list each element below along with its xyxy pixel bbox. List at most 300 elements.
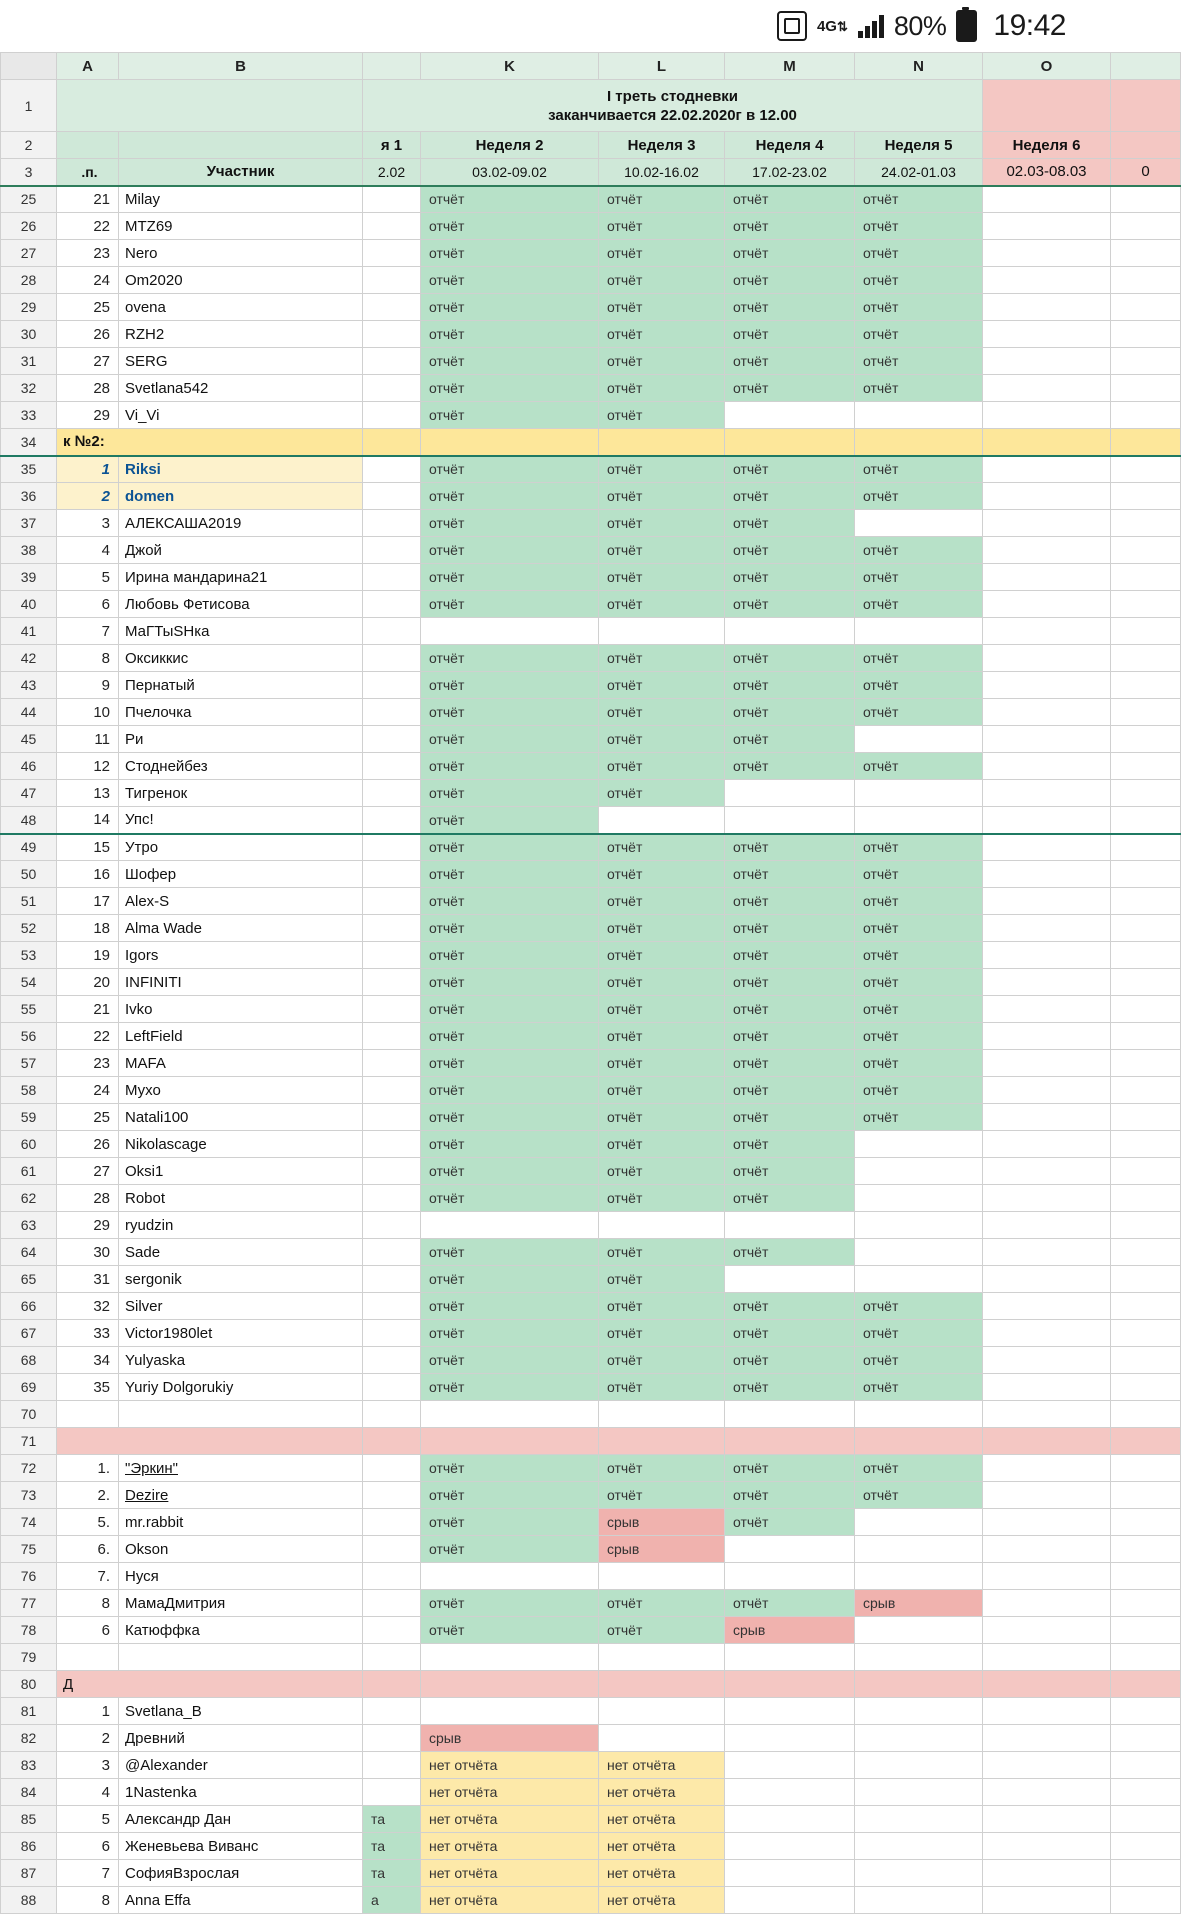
cell-b2[interactable] [119,132,363,159]
table-row[interactable] [1,321,1181,348]
cell-week-6[interactable] [983,861,1111,888]
cell-week-3[interactable]: отчёт [599,969,725,996]
cell-index[interactable]: 26 [57,321,119,348]
cell-week-5[interactable] [855,510,983,537]
cell-week-4[interactable]: отчёт [725,915,855,942]
cell-index[interactable]: 9 [57,672,119,699]
cell-week-5[interactable]: отчёт [855,564,983,591]
row-header[interactable]: 54 [1,969,57,996]
cell-participant-name[interactable]: ryudzin [119,1212,363,1239]
row-header[interactable]: 59 [1,1104,57,1131]
cell-a2[interactable] [57,132,119,159]
cell-week-1[interactable] [363,1725,421,1752]
cell-week-1[interactable] [363,240,421,267]
cell-week-6[interactable] [983,240,1111,267]
cell-week-5[interactable] [855,1239,983,1266]
cell-participant-name[interactable]: MTZ69 [119,213,363,240]
table-row[interactable] [1,645,1181,672]
table-row[interactable] [1,591,1181,618]
row-header[interactable]: 32 [1,375,57,402]
cell-week-5[interactable]: отчёт [855,699,983,726]
cell-week-6[interactable] [983,753,1111,780]
cell-index[interactable]: 6 [57,1617,119,1644]
cell-week-2[interactable]: отчёт [421,402,599,429]
group-cell[interactable] [421,429,599,456]
cell-week-6[interactable] [983,780,1111,807]
cell-week-4[interactable] [725,1212,855,1239]
group-cell[interactable] [983,429,1111,456]
cell-week-4[interactable]: отчёт [725,861,855,888]
cell-week-5[interactable]: отчёт [855,888,983,915]
cell-week-1[interactable] [363,1644,421,1671]
cell-week-7[interactable] [1111,537,1181,564]
cell-week-6[interactable] [983,1401,1111,1428]
cell-week-5[interactable] [855,1752,983,1779]
cell-week-3[interactable]: отчёт [599,753,725,780]
cell-participant-name[interactable]: Nero [119,240,363,267]
cell-week-1[interactable] [363,1023,421,1050]
cell-participant-name[interactable]: 1Nastenka [119,1779,363,1806]
cell-week-6[interactable] [983,213,1111,240]
cell-week-5[interactable]: отчёт [855,348,983,375]
cell-week-1[interactable] [363,564,421,591]
cell-week-1[interactable] [363,1698,421,1725]
cell-week-2[interactable] [421,1644,599,1671]
cell-index[interactable]: 1. [57,1455,119,1482]
cell-index[interactable]: 23 [57,1050,119,1077]
cell-week-7[interactable] [1111,1347,1181,1374]
cell-participant-name[interactable]: Ри [119,726,363,753]
cell-week-3[interactable]: отчёт [599,591,725,618]
cell-index[interactable]: 14 [57,807,119,834]
cell-participant-name[interactable]: @Alexander [119,1752,363,1779]
cell-week-7[interactable] [1111,1374,1181,1401]
group-label[interactable]: Д [57,1671,363,1698]
cell-week-2[interactable]: отчёт [421,1266,599,1293]
cell-week-6[interactable] [983,1860,1111,1887]
week-1-dates[interactable]: 2.02 [363,159,421,186]
cell-participant-name[interactable]: Om2020 [119,267,363,294]
cell-index[interactable]: 8 [57,645,119,672]
cell-index[interactable]: 33 [57,1320,119,1347]
cell-week-4[interactable]: отчёт [725,888,855,915]
cell-index[interactable]: 20 [57,969,119,996]
cell-participant-name[interactable] [119,1401,363,1428]
table-row[interactable] [1,888,1181,915]
cell-p2[interactable] [1111,132,1181,159]
cell-week-5[interactable] [855,1509,983,1536]
cell-participant-name[interactable]: Milay [119,186,363,213]
group-cell[interactable] [1111,1428,1181,1455]
cell-week-1[interactable] [363,834,421,861]
cell-week-7[interactable] [1111,402,1181,429]
sheet-table[interactable] [0,52,1181,1914]
cell-week-6[interactable] [983,1644,1111,1671]
row-header[interactable]: 67 [1,1320,57,1347]
cell-week-5[interactable] [855,1644,983,1671]
row-header[interactable]: 36 [1,483,57,510]
cell-week-1[interactable] [363,861,421,888]
table-row[interactable] [1,186,1181,213]
cell-week-3[interactable]: отчёт [599,1077,725,1104]
cell-week-5[interactable]: отчёт [855,1023,983,1050]
cell-index[interactable]: 29 [57,402,119,429]
cell-week-5[interactable]: отчёт [855,915,983,942]
cell-participant-name[interactable]: Александр Дан [119,1806,363,1833]
row-header[interactable]: 30 [1,321,57,348]
table-row[interactable] [1,1131,1181,1158]
cell-week-5[interactable] [855,1860,983,1887]
cell-week-6[interactable] [983,1806,1111,1833]
cell-week-2[interactable]: отчёт [421,1293,599,1320]
cell-week-4[interactable] [725,1806,855,1833]
cell-p1[interactable] [1111,80,1181,132]
row-header[interactable]: 53 [1,942,57,969]
cell-week-5[interactable]: отчёт [855,375,983,402]
cell-week-6[interactable] [983,1212,1111,1239]
cell-week-6[interactable] [983,483,1111,510]
row-header[interactable]: 87 [1,1860,57,1887]
cell-participant-name[interactable]: domen [119,483,363,510]
table-row[interactable] [1,1023,1181,1050]
cell-week-7[interactable] [1111,888,1181,915]
cell-week-3[interactable]: нет отчёта [599,1860,725,1887]
cell-week-1[interactable]: та [363,1860,421,1887]
cell-week-1[interactable] [363,1131,421,1158]
cell-week-7[interactable] [1111,213,1181,240]
cell-week-5[interactable]: отчёт [855,1050,983,1077]
cell-week-2[interactable]: отчёт [421,753,599,780]
cell-week-3[interactable]: отчёт [599,456,725,483]
cell-index[interactable]: 26 [57,1131,119,1158]
cell-week-7[interactable] [1111,1077,1181,1104]
cell-week-1[interactable] [363,753,421,780]
table-row[interactable] [1,1077,1181,1104]
cell-index[interactable]: 28 [57,1185,119,1212]
cell-week-3[interactable]: отчёт [599,1050,725,1077]
row-header[interactable]: 35 [1,456,57,483]
cell-week-6[interactable] [983,537,1111,564]
cell-week-3[interactable]: отчёт [599,213,725,240]
row-header[interactable]: 56 [1,1023,57,1050]
table-row[interactable] [1,1536,1181,1563]
cell-week-3[interactable] [599,1212,725,1239]
cell-week-1[interactable] [363,267,421,294]
cell-week-7[interactable] [1111,1833,1181,1860]
cell-week-3[interactable]: отчёт [599,1320,725,1347]
cell-week-3[interactable]: отчёт [599,1455,725,1482]
cell-week-4[interactable]: отчёт [725,969,855,996]
row-header[interactable]: 79 [1,1644,57,1671]
cell-week-2[interactable]: отчёт [421,456,599,483]
title-left-block[interactable] [57,80,363,132]
row-header[interactable]: 64 [1,1239,57,1266]
cell-participant-name[interactable]: Yulyaska [119,1347,363,1374]
cell-week-3[interactable]: отчёт [599,1158,725,1185]
cell-week-7[interactable] [1111,1455,1181,1482]
table-row[interactable] [1,294,1181,321]
cell-week-4[interactable]: отчёт [725,1347,855,1374]
cell-week-4[interactable] [725,1887,855,1914]
cell-index[interactable]: 35 [57,1374,119,1401]
table-row[interactable] [1,996,1181,1023]
column-a-label[interactable]: .п. [57,159,119,186]
spreadsheet-grid[interactable] [0,52,1150,1914]
cell-week-5[interactable] [855,1212,983,1239]
cell-week-3[interactable]: отчёт [599,915,725,942]
table-row[interactable] [1,834,1181,861]
row-header[interactable]: 44 [1,699,57,726]
cell-week-7[interactable] [1111,1239,1181,1266]
cell-participant-name[interactable]: Sade [119,1239,363,1266]
row-header[interactable]: 42 [1,645,57,672]
row-header[interactable]: 81 [1,1698,57,1725]
column-header-x[interactable] [1111,53,1181,80]
cell-week-1[interactable] [363,1563,421,1590]
row-header[interactable]: 28 [1,267,57,294]
cell-participant-name[interactable]: МаГТыSHка [119,618,363,645]
cell-participant-name[interactable]: sergonik [119,1266,363,1293]
cell-week-7[interactable] [1111,1779,1181,1806]
row-header[interactable]: 47 [1,780,57,807]
cell-week-2[interactable]: отчёт [421,942,599,969]
cell-week-1[interactable] [363,1266,421,1293]
cell-week-6[interactable] [983,1887,1111,1914]
cell-week-4[interactable] [725,1644,855,1671]
cell-week-5[interactable]: отчёт [855,969,983,996]
cell-week-2[interactable]: отчёт [421,1482,599,1509]
cell-week-7[interactable] [1111,996,1181,1023]
cell-index[interactable]: 21 [57,186,119,213]
cell-week-3[interactable]: отчёт [599,375,725,402]
week-3-dates[interactable]: 10.02-16.02 [599,159,725,186]
table-row[interactable] [1,1455,1181,1482]
cell-participant-name[interactable]: Шофер [119,861,363,888]
cell-week-6[interactable] [983,186,1111,213]
cell-index[interactable]: 13 [57,780,119,807]
week-2-header[interactable]: Неделя 2 [421,132,599,159]
cell-week-2[interactable]: отчёт [421,861,599,888]
cell-week-5[interactable]: отчёт [855,834,983,861]
cell-week-6[interactable] [983,591,1111,618]
cell-week-4[interactable] [725,618,855,645]
cell-week-5[interactable]: отчёт [855,672,983,699]
cell-index[interactable]: 18 [57,915,119,942]
table-row[interactable] [1,1725,1181,1752]
cell-week-3[interactable]: срыв [599,1536,725,1563]
cell-index[interactable]: 28 [57,375,119,402]
column-header-N[interactable]: N [855,53,983,80]
cell-week-4[interactable]: отчёт [725,267,855,294]
cell-week-6[interactable] [983,1779,1111,1806]
cell-week-4[interactable]: срыв [725,1617,855,1644]
cell-participant-name[interactable]: СофияВзрослая [119,1860,363,1887]
cell-week-3[interactable]: отчёт [599,699,725,726]
row-header[interactable]: 52 [1,915,57,942]
group-cell[interactable] [983,1671,1111,1698]
cell-week-2[interactable]: отчёт [421,483,599,510]
cell-week-3[interactable]: отчёт [599,834,725,861]
row-header[interactable]: 80 [1,1671,57,1698]
cell-index[interactable]: 6 [57,591,119,618]
cell-participant-name[interactable]: Утро [119,834,363,861]
cell-week-2[interactable]: нет отчёта [421,1860,599,1887]
table-row[interactable] [1,1239,1181,1266]
cell-week-7[interactable] [1111,186,1181,213]
group-cell[interactable] [363,1428,421,1455]
cell-index[interactable]: 21 [57,996,119,1023]
cell-week-4[interactable]: отчёт [725,348,855,375]
group-cell[interactable] [855,429,983,456]
cell-week-2[interactable]: отчёт [421,321,599,348]
column-header-row[interactable] [1,53,1181,80]
table-row[interactable] [1,1050,1181,1077]
cell-week-1[interactable] [363,321,421,348]
cell-index[interactable]: 25 [57,1104,119,1131]
group-cell[interactable] [363,1671,421,1698]
row-header[interactable]: 38 [1,537,57,564]
cell-participant-name[interactable]: Оксиккис [119,645,363,672]
row-header[interactable]: 3 [1,159,57,186]
cell-index[interactable]: 8 [57,1887,119,1914]
cell-week-1[interactable] [363,1455,421,1482]
cell-week-4[interactable]: отчёт [725,753,855,780]
cell-week-5[interactable] [855,1806,983,1833]
cell-week-7[interactable] [1111,267,1181,294]
cell-week-6[interactable] [983,1077,1111,1104]
cell-week-6[interactable] [983,1752,1111,1779]
cell-week-5[interactable]: отчёт [855,213,983,240]
cell-week-1[interactable] [363,888,421,915]
cell-participant-name[interactable]: Упс! [119,807,363,834]
cell-index[interactable]: 27 [57,348,119,375]
cell-week-1[interactable] [363,969,421,996]
cell-week-2[interactable]: отчёт [421,645,599,672]
cell-week-2[interactable]: отчёт [421,1104,599,1131]
cell-week-3[interactable]: отчёт [599,321,725,348]
cell-week-4[interactable] [725,1563,855,1590]
cell-week-2[interactable]: срыв [421,1725,599,1752]
table-row[interactable] [1,726,1181,753]
cell-week-2[interactable]: отчёт [421,996,599,1023]
row-header[interactable]: 46 [1,753,57,780]
cell-week-6[interactable] [983,375,1111,402]
cell-week-3[interactable]: нет отчёта [599,1887,725,1914]
table-row[interactable] [1,1374,1181,1401]
row-header[interactable]: 69 [1,1374,57,1401]
row-header[interactable]: 66 [1,1293,57,1320]
cell-week-4[interactable] [725,780,855,807]
table-row[interactable] [1,375,1181,402]
cell-week-6[interactable] [983,1833,1111,1860]
cell-week-1[interactable] [363,375,421,402]
cell-week-6[interactable] [983,1347,1111,1374]
cell-week-6[interactable] [983,1455,1111,1482]
cell-participant-name[interactable]: ovena [119,294,363,321]
cell-index[interactable]: 10 [57,699,119,726]
cell-week-5[interactable] [855,1833,983,1860]
table-row[interactable] [1,672,1181,699]
table-row[interactable] [1,1806,1181,1833]
cell-week-7[interactable] [1111,861,1181,888]
cell-week-3[interactable]: нет отчёта [599,1833,725,1860]
table-row[interactable] [1,942,1181,969]
cell-index[interactable]: 32 [57,1293,119,1320]
cell-week-7[interactable] [1111,726,1181,753]
cell-index[interactable]: 6. [57,1536,119,1563]
cell-week-5[interactable]: отчёт [855,1482,983,1509]
group-cell[interactable] [599,1671,725,1698]
cell-week-4[interactable] [725,1860,855,1887]
cell-index[interactable]: 4 [57,537,119,564]
column-header-K[interactable]: K [421,53,599,80]
cell-week-2[interactable]: отчёт [421,726,599,753]
cell-week-2[interactable]: нет отчёта [421,1806,599,1833]
cell-week-4[interactable]: отчёт [725,294,855,321]
cell-index[interactable]: 2 [57,1725,119,1752]
sheet-row[interactable] [1,132,1181,159]
cell-week-4[interactable]: отчёт [725,591,855,618]
cell-week-5[interactable]: отчёт [855,483,983,510]
table-row[interactable] [1,780,1181,807]
week-1-header[interactable]: я 1 [363,132,421,159]
row-header[interactable]: 45 [1,726,57,753]
cell-week-6[interactable] [983,1320,1111,1347]
table-row[interactable] [1,618,1181,645]
cell-week-7[interactable] [1111,915,1181,942]
cell-week-7[interactable] [1111,1482,1181,1509]
cell-week-5[interactable] [855,1536,983,1563]
cell-week-1[interactable]: та [363,1833,421,1860]
cell-o1[interactable] [983,80,1111,132]
cell-week-7[interactable] [1111,1698,1181,1725]
cell-week-7[interactable] [1111,1536,1181,1563]
cell-week-2[interactable]: отчёт [421,969,599,996]
cell-week-4[interactable]: отчёт [725,1185,855,1212]
cell-week-5[interactable]: отчёт [855,942,983,969]
cell-week-1[interactable] [363,1779,421,1806]
cell-week-7[interactable] [1111,1401,1181,1428]
row-header[interactable]: 51 [1,888,57,915]
table-row[interactable] [1,1482,1181,1509]
cell-week-4[interactable] [725,1266,855,1293]
cell-participant-name[interactable]: Silver [119,1293,363,1320]
cell-week-3[interactable]: отчёт [599,267,725,294]
cell-week-7[interactable] [1111,1104,1181,1131]
cell-week-6[interactable] [983,942,1111,969]
cell-week-3[interactable]: отчёт [599,537,725,564]
cell-week-7[interactable] [1111,807,1181,834]
cell-week-6[interactable] [983,834,1111,861]
row-header[interactable]: 86 [1,1833,57,1860]
cell-participant-name[interactable]: АЛЕКСАША2019 [119,510,363,537]
table-row[interactable] [1,699,1181,726]
cell-participant-name[interactable]: Древний [119,1725,363,1752]
table-row[interactable] [1,1509,1181,1536]
sheet-row[interactable] [1,159,1181,186]
cell-week-7[interactable] [1111,1320,1181,1347]
row-header[interactable]: 82 [1,1725,57,1752]
cell-week-2[interactable]: отчёт [421,1239,599,1266]
cell-week-2[interactable]: отчёт [421,1617,599,1644]
cell-week-1[interactable] [363,1536,421,1563]
cell-week-2[interactable]: отчёт [421,375,599,402]
cell-week-3[interactable] [599,1401,725,1428]
cell-week-2[interactable]: отчёт [421,1509,599,1536]
cell-week-6[interactable] [983,1131,1111,1158]
row-header[interactable]: 34 [1,429,57,456]
cell-week-5[interactable] [855,726,983,753]
